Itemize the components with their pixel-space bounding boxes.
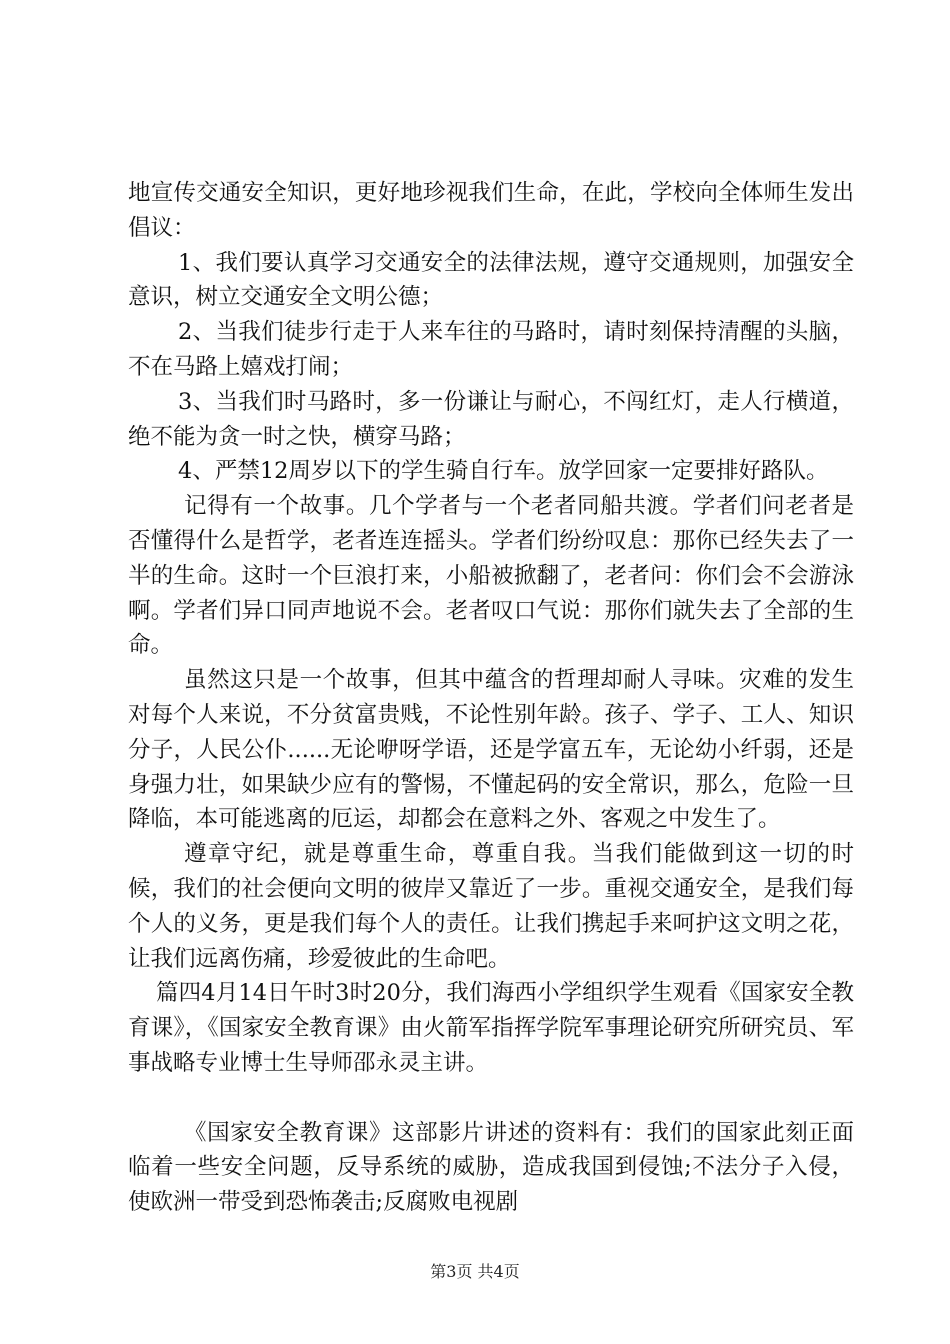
paragraph-film-content: 《国家安全教育课》这部影片讲述的资料有：我们的国家此刻正面临着一些安全问题，反导系统的威胁，造成我国到侵蚀;不法分子入侵，使欧洲一带受到恐怖袭击;反腐败电视剧 — [128, 1119, 854, 1216]
paragraph-gap — [128, 1081, 854, 1116]
paragraph-reflection: 虽然这只是一个故事，但其中蕴含的哲理却耐人寻味。灾难的发生对每个人来说，不分贫富贵贱，不论性别年龄。孩子、学子、工人、知识分子，人民公仆......无论咿呀学语，还是学富五车，无论幼小纤弱，还是身强力壮，如果缺少应有的警惕，不懂起码的安全常识，那么，危险一旦降临，本可能逃离的厄运，却都会在意料之外、客观之中发生了。 — [128, 667, 854, 833]
document-body — [128, 176, 854, 1220]
paragraph-item-4: 4、严禁12周岁以下的学生骑自行车。放学回家一定要排好路队。 — [178, 458, 829, 485]
paragraph-intro: 地宣传交通安全知识，更好地珍视我们生命，在此，学校向全体师生发出倡议： — [128, 180, 854, 241]
page-number-footer: 第3页 共4页 — [430, 1262, 520, 1281]
paragraph-item-1: 1、我们要认真学习交通安全的法律法规，遵守交通规则，加强安全意识，树立交通安全文明公德； — [128, 249, 854, 311]
paragraph-story: 记得有一个故事。几个学者与一个老者同船共渡。学者们问老者是否懂得什么是哲学，老者连连摇头。学者们纷纷叹息：那你已经失去了一半的生命。这时一个巨浪打来，小船被掀翻了，老者问：你们会不会游泳啊。学者们异口同声地说不会。老者叹口气说：那你们就失去了全部的生命。 — [128, 493, 854, 659]
paragraph-conclusion: 遵章守纪，就是尊重生命，尊重自我。当我们能做到这一切的时候，我们的社会便向文明的彼岸又靠近了一步。重视交通安全，是我们每个人的义务，更是我们每个人的责任。让我们携起手来呵护这文明之花，让我们远离伤痛，珍爱彼此的生命吧。 — [128, 841, 854, 972]
paragraph-item-2: 2、当我们徒步行走于人来车往的马路时，请时刻保持清醒的头脑，不在马路上嬉戏打闹； — [128, 319, 854, 380]
paragraph-section-four: 篇四4月14日午时3时20分，我们海西小学组织学生观看《国家安全教育课》，《国家安全教育课》由火箭军指挥学院军事理论研究所研究员、军事战略专业博士生导师邵永灵主讲。 — [128, 980, 854, 1076]
paragraph-item-3: 3、当我们时马路时，多一份谦让与耐心，不闯红灯，走人行横道，绝不能为贪一时之快，横穿马路； — [128, 388, 854, 450]
